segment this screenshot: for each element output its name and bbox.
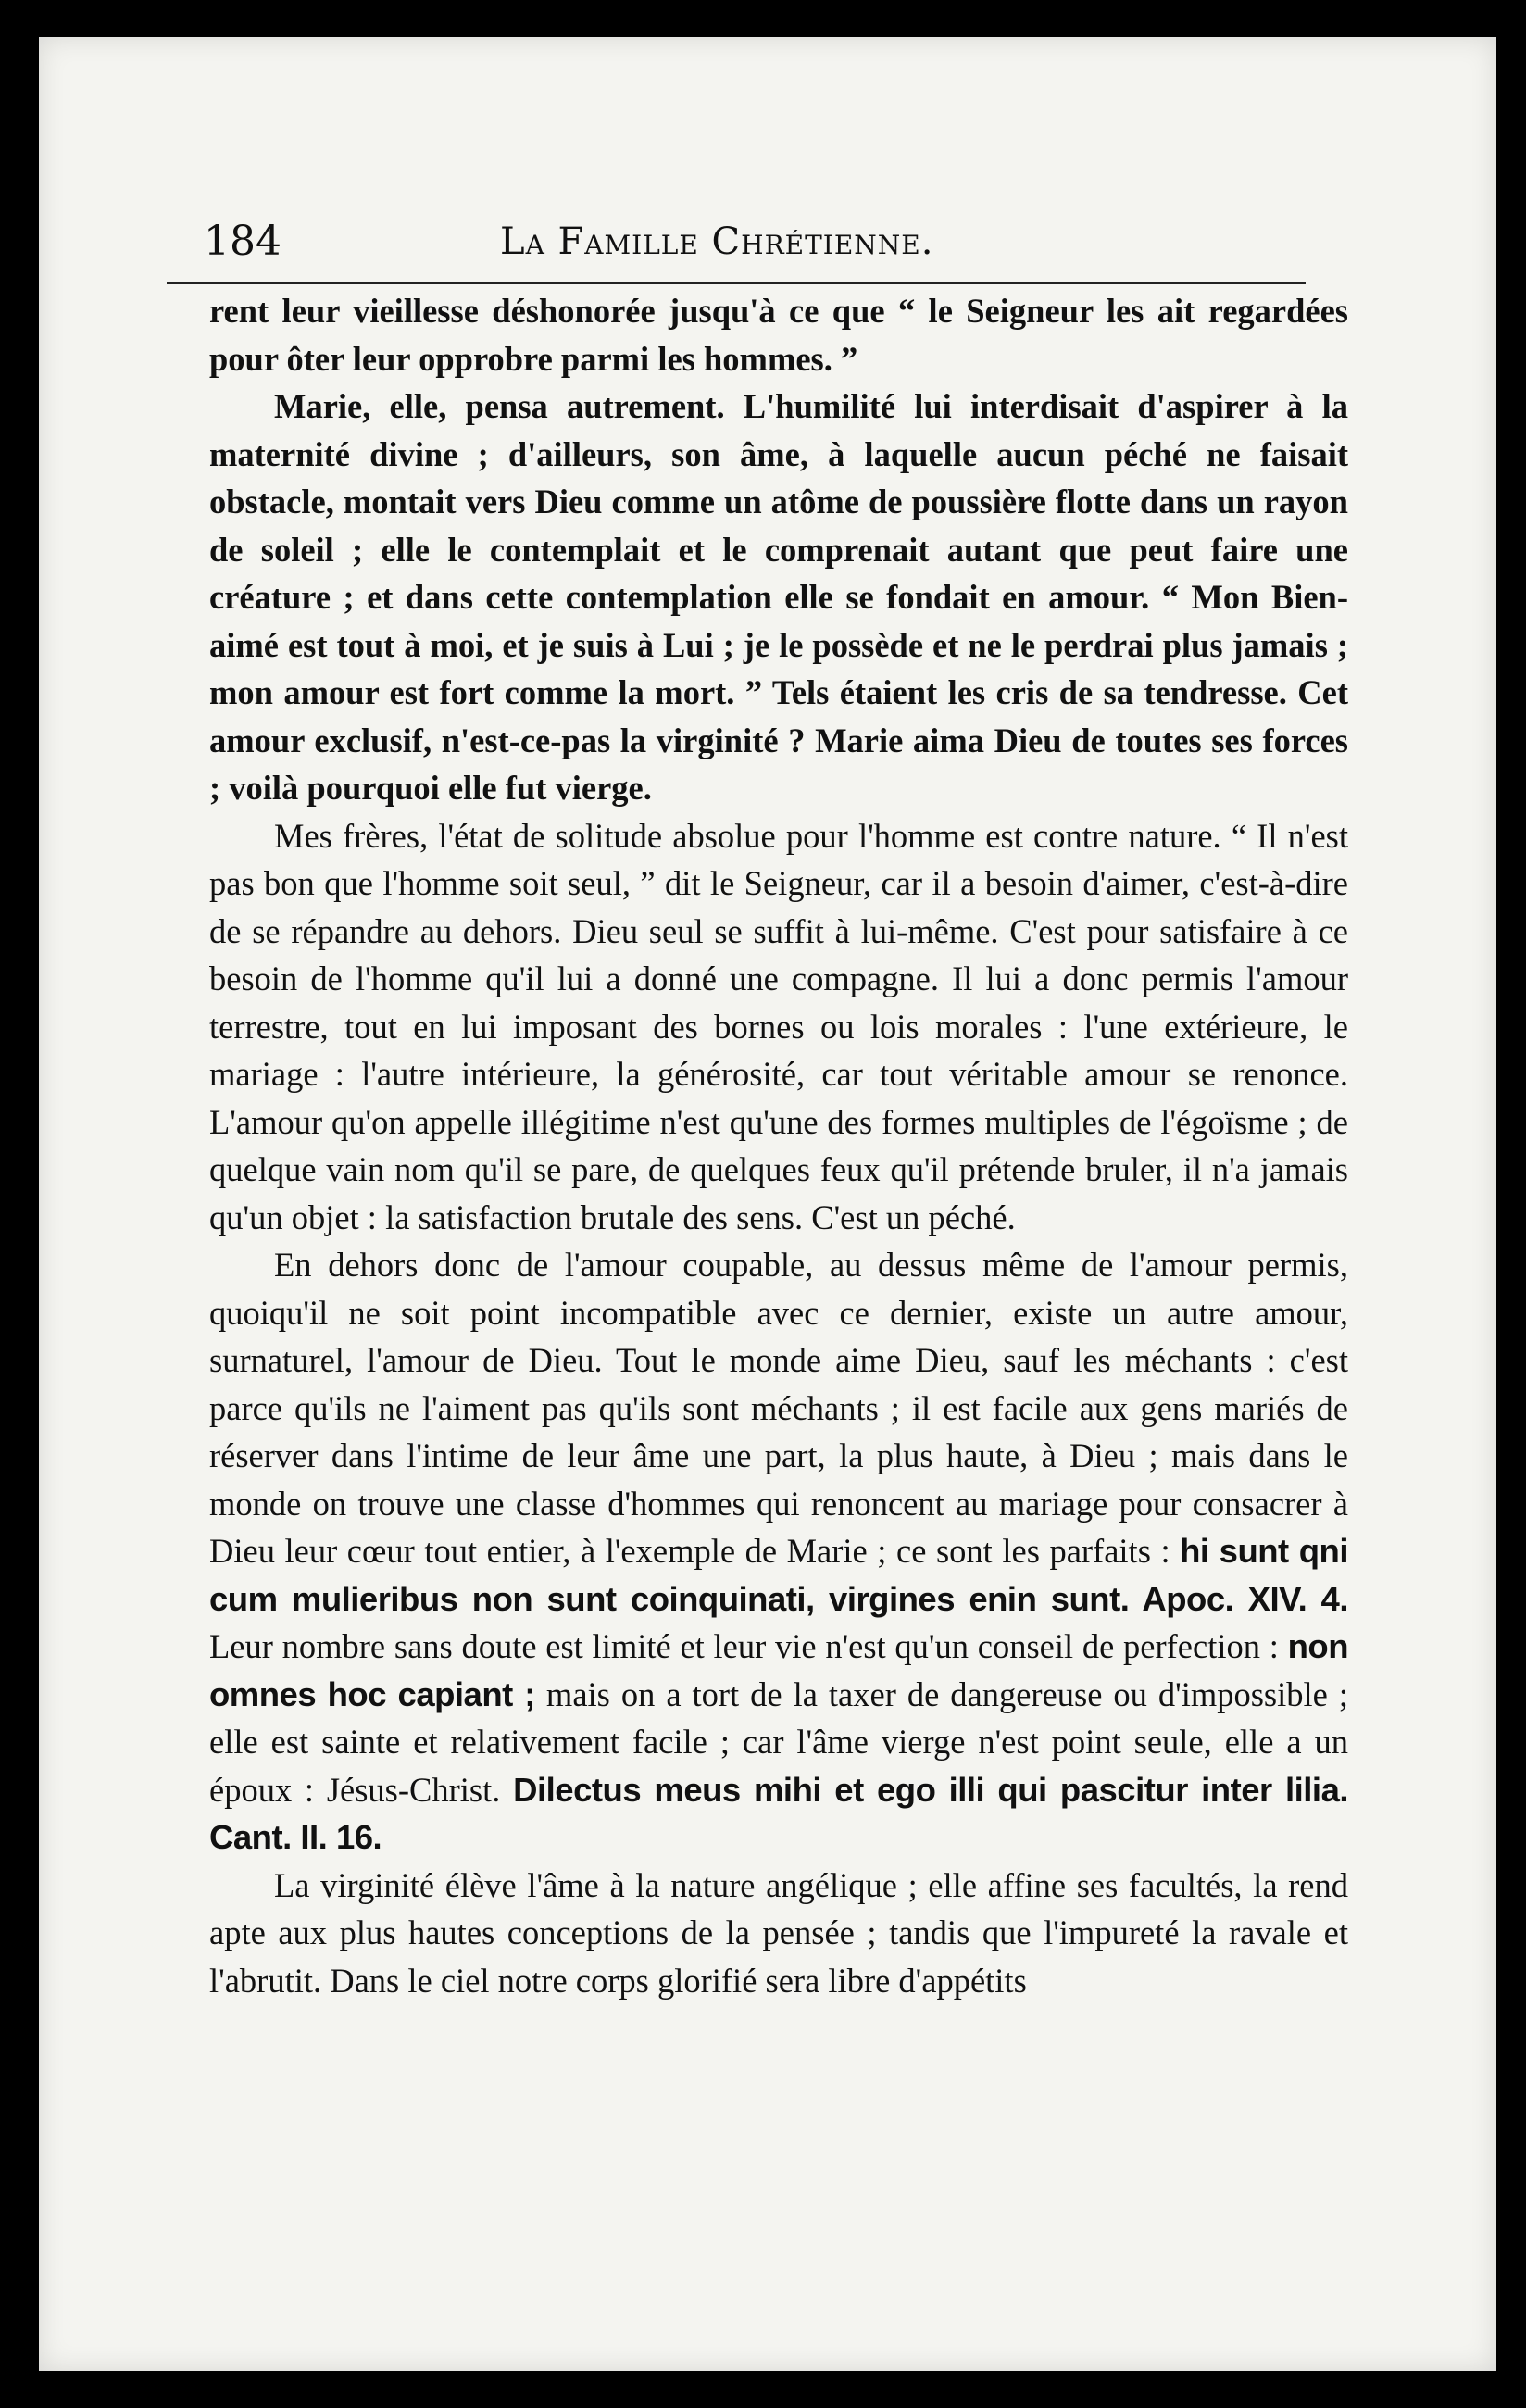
paragraph-4: [209, 1241, 1348, 1862]
text-segment: Dilectus meus mihi et ego illi qui pascitur inter lilia. Cant. II. 16.: [209, 1770, 1349, 1856]
page-number: 184: [204, 218, 281, 265]
text-segment: rent leur vieillesse déshonorée jusqu'à ce que “ le Seigneur les ait regardées pour ôter leur opprobre parmi les hommes. ”: [209, 292, 1348, 378]
running-title: La Famille Chrétienne.: [500, 220, 934, 263]
paragraph-3: [209, 812, 1348, 1242]
text-segment: Marie, elle, pensa autrement. L'humilité lui interdisait d'aspirer à la maternité divine ; d'ailleurs, son âme, à laquelle aucun péché ne faisait obstacle, montait vers Dieu comme un atôme de poussière flotte dans un rayon de soleil ; elle le contemplait et le comprenait autant que peut faire une créature ; et dans cette contemplation elle se fondait en amour. “ Mon Bien-aimé est tout à moi, et je suis à Lui ; je le possède et ne le perdrai plus jamais ; mon amour est fort comme la mort. ” Tels étaient les cris de sa tendresse. Cet amour exclusif, n'est-ce-pas la virginité ? Marie aima Dieu de toutes ses forces ; voilà pourquoi elle fut vierge.: [209, 387, 1348, 807]
paragraph-1: [209, 287, 1348, 383]
text-segment: non omnes hoc capiant ;: [209, 1627, 1348, 1713]
text-segment: Leur nombre sans doute est limité et leur vie n'est qu'un conseil de perfection :: [209, 1627, 1288, 1665]
body-text: [209, 287, 1348, 2004]
text-segment: mais on a tort de la taxer de dangereuse ou d'impossible ; elle est sainte et relativement facile ; car l'âme vierge n'est point seule, elle a un époux : Jésus-Christ.: [209, 1674, 1348, 1809]
text-segment: La virginité élève l'âme à la nature angélique ; elle affine ses facultés, la rend apte aux plus hautes conceptions de la pensée ; tandis que l'impureté la ravale et l'abrutit. Dans le ciel notre corps glorifié sera libre d'appétits: [209, 1865, 1348, 2000]
paragraph-5: [209, 1862, 1348, 2005]
binding-margin-marks: [93, 704, 185, 1352]
page-header: [167, 183, 982, 265]
text-segment: Mes frères, l'état de solitude absolue pour l'homme est contre nature. “ Il n'est pas bon que l'homme soit seul, ” dit le Seigneur, car il a besoin d'aimer, c'est-à-dire de se répandre au dehors. Dieu seul se suffit à lui-même. C'est pour satisfaire à ce besoin de l'homme qu'il lui a donné une compagne. Il lui a donc permis l'amour terrestre, tout en lui imposant des bornes ou lois morales : l'une extérieure, le mariage : l'autre intérieure, la générosité, car tout véritable amour se renonce. L'amour qu'on appelle illégitime n'est qu'une des formes multiples de l'égoïsme ; de quelque vain nom qu'il se pare, de quelques feux qu'il prétende bruler, il n'a jamais qu'un objet : la satisfaction brutale des sens. C'est un péché.: [209, 816, 1348, 1236]
paragraph-2: [209, 383, 1348, 812]
text-segment: En dehors donc de l'amour coupable, au dessus même de l'amour permis, quoiqu'il ne soit point incompatible avec ce dernier, existe un autre amour, surnaturel, l'amour de Dieu. Tout le monde aime Dieu, sauf les méchants : c'est parce qu'ils ne l'aiment pas qu'ils sont méchants ; il est facile aux gens mariés de réserver dans l'intime de leur âme une part, la plus haute, à Dieu ; mais dans le monde on trouve une classe d'hommes qui renoncent au mariage pour consacrer à Dieu leur cœur tout entier, à l'exemple de Marie ; ce sont les parfaits :: [209, 1246, 1348, 1570]
header-rule: [167, 282, 1306, 284]
text-segment: hi sunt qni cum mulieribus non sunt coinquinati, virgines enin sunt. Apoc. XIV. 4.: [209, 1532, 1348, 1618]
